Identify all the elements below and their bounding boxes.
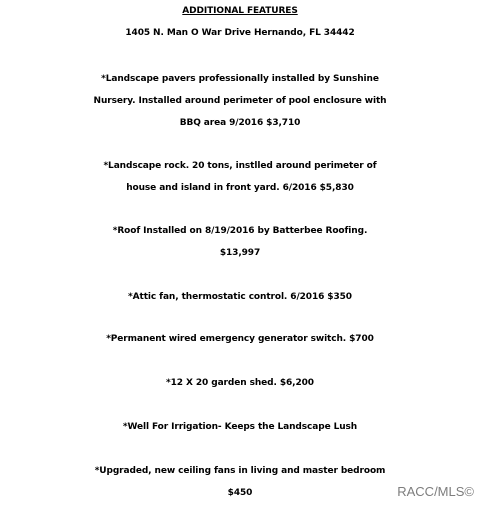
feature-line: *Well For Irrigation- Keeps the Landscape Lush xyxy=(122,422,358,432)
feature-line: *Landscape pavers professionally installed by Sunshine xyxy=(101,74,379,84)
feature-line: BBQ area 9/2016 $3,710 xyxy=(179,118,301,128)
feature-line: house and island in front yard. 6/2016 $5,830 xyxy=(126,183,354,193)
feature-line: *12 X 20 garden shed. $6,200 xyxy=(166,378,314,388)
document-title: ADDITIONAL FEATURES xyxy=(182,6,298,16)
feature-line: *Upgraded, new ceiling fans in living and master bedroom xyxy=(94,466,386,476)
property-address: 1405 N. Man O War Drive Hernando, FL 34442 xyxy=(125,28,355,38)
feature-line: $13,997 xyxy=(219,248,261,258)
feature-line: *Landscape rock. 20 tons, instlled around perimeter of xyxy=(103,161,377,171)
feature-line: Nursery. Installed around perimeter of pool enclosure with xyxy=(93,96,387,106)
feature-line: *Permanent wired emergency generator switch. $700 xyxy=(106,334,374,344)
feature-line: *Roof Installed on 8/19/2016 by Batterbee Roofing. xyxy=(112,226,368,236)
feature-line: $450 xyxy=(227,488,253,498)
feature-line: *Attic fan, thermostatic control. 6/2016 $350 xyxy=(128,292,352,302)
mls-watermark: RACC/MLS© xyxy=(397,484,474,499)
